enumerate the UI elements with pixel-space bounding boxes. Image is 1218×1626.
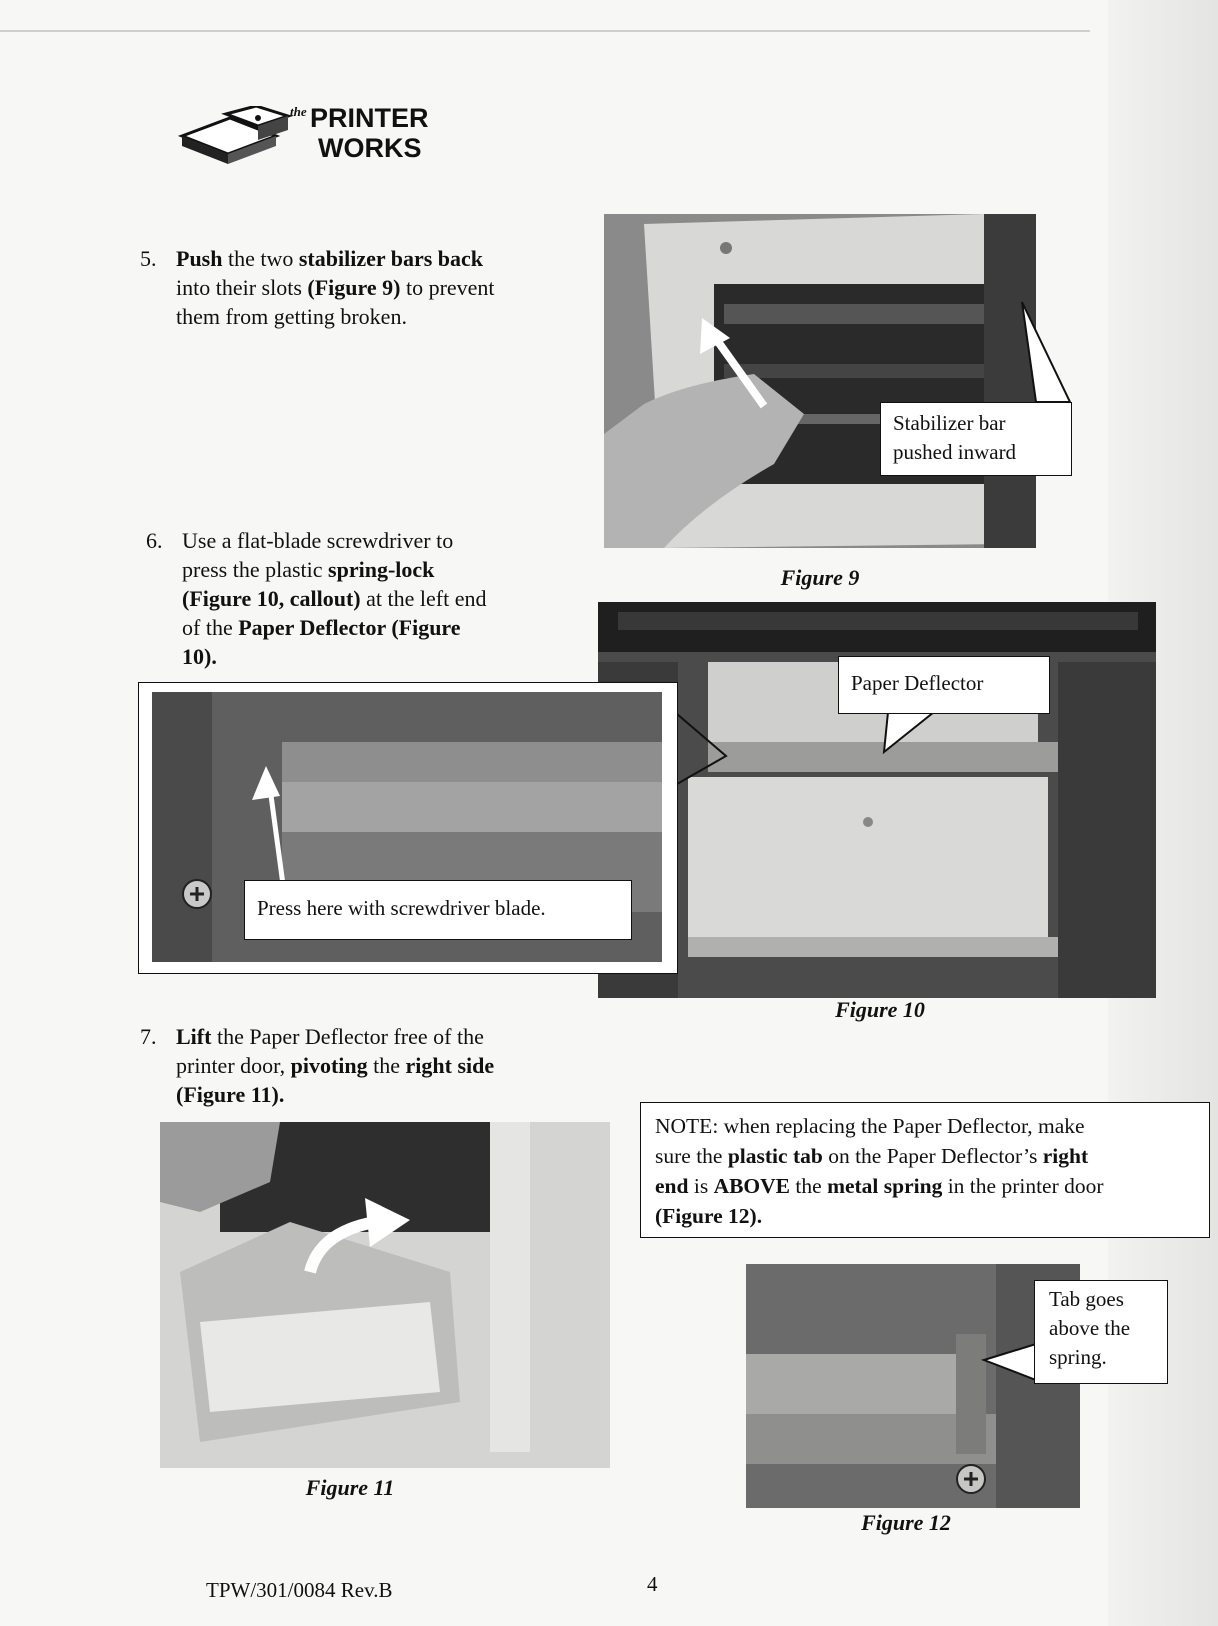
bold-text-run: right [1042,1144,1089,1168]
bold-text-run: stabilizer bars back [298,246,484,271]
text-run: NOTE: when replacing the Paper Deflector, make [655,1114,1085,1138]
bold-text-run: spring-lock [328,557,435,582]
figure-11-photo [160,1122,610,1468]
company-logo [178,100,448,170]
figure-12-callout [1034,1280,1168,1384]
logo-line1: PRINTER [310,103,429,133]
lifting-deflector-image [160,1122,610,1468]
figure-10-deflector-callout: Paper Deflector [838,656,1050,714]
step-text [176,244,495,331]
step-number: 7. [140,1024,157,1049]
text-run: in the printer door [942,1174,1104,1198]
figure-9-callout [880,402,1072,476]
figure-10-press-callout: Press here with screwdriver blade. [244,880,632,940]
text-run: at the left end [360,586,487,611]
callout-line: above the [1049,1316,1131,1340]
bold-text-run: metal spring [827,1174,943,1198]
text-run: on the Paper Deflector’s [822,1144,1043,1168]
bold-text-run: (Figure 12). [655,1204,763,1228]
step-6 [146,526,586,676]
text-run: press the plastic [182,557,329,582]
text-run: Use a flat-blade screwdriver to [182,528,454,553]
text-run: printer door, [176,1053,291,1078]
figure-10-deflector-pointer [870,712,950,756]
logo-line2: WORKS [318,133,422,163]
footer-page-number: 4 [647,1572,658,1596]
bold-text-run: Push [176,246,223,271]
callout-line: Tab goes [1049,1287,1124,1311]
text-run: the Paper Deflector free of the [211,1024,484,1049]
callout-line: pushed inward [893,440,1017,464]
bold-text-run: right side [405,1053,495,1078]
bold-text-run: Paper Deflector (Figure [238,615,461,640]
text-run: into their slots [176,275,308,300]
text-run: is [688,1174,714,1198]
bold-text-run: plastic tab [727,1144,823,1168]
bold-text-run: (Figure 10, callout) [182,586,361,611]
text-run: the [367,1053,406,1078]
figure-12-callout-pointer [980,1340,1040,1390]
note-box [640,1102,1210,1238]
text-run: the two [222,246,299,271]
figure-12-caption: Figure 12 [861,1510,951,1535]
bold-text-run: (Figure 11). [176,1082,285,1107]
bold-text-run: 10). [182,644,217,669]
text-run: to prevent [400,275,495,300]
scan-edge-top [0,30,1090,32]
step-number: 5. [140,246,157,271]
bold-text-run: ABOVE [713,1174,791,1198]
logo-the: the [290,104,307,119]
step-text [182,526,486,671]
step-text [176,1022,494,1109]
figure-9-caption: Figure 9 [780,565,860,590]
figure-11-caption: Figure 11 [305,1475,395,1500]
printer-open-door-image [604,214,1036,548]
figure-9-photo [604,214,1036,548]
step-7 [140,1022,580,1122]
text-run: sure the [655,1144,728,1168]
text-run: of the [182,615,239,640]
footer-doc-id: TPW/301/0084 Rev.B [206,1578,393,1602]
step-number: 6. [146,528,163,553]
text-run: them from getting broken. [176,304,407,329]
callout-line: Stabilizer bar [893,411,1006,435]
logo-block-icon [178,106,306,168]
callout-line: spring. [1049,1345,1107,1369]
text-run: the [790,1174,828,1198]
bold-text-run: (Figure 9) [307,275,401,300]
step-5 [140,244,580,344]
bold-text-run: pivoting [290,1053,368,1078]
bold-text-run: end [655,1174,689,1198]
figure-9-callout-pointer [1000,300,1080,410]
bold-text-run: Lift [176,1024,212,1049]
figure-10-caption: Figure 10 [835,997,925,1022]
